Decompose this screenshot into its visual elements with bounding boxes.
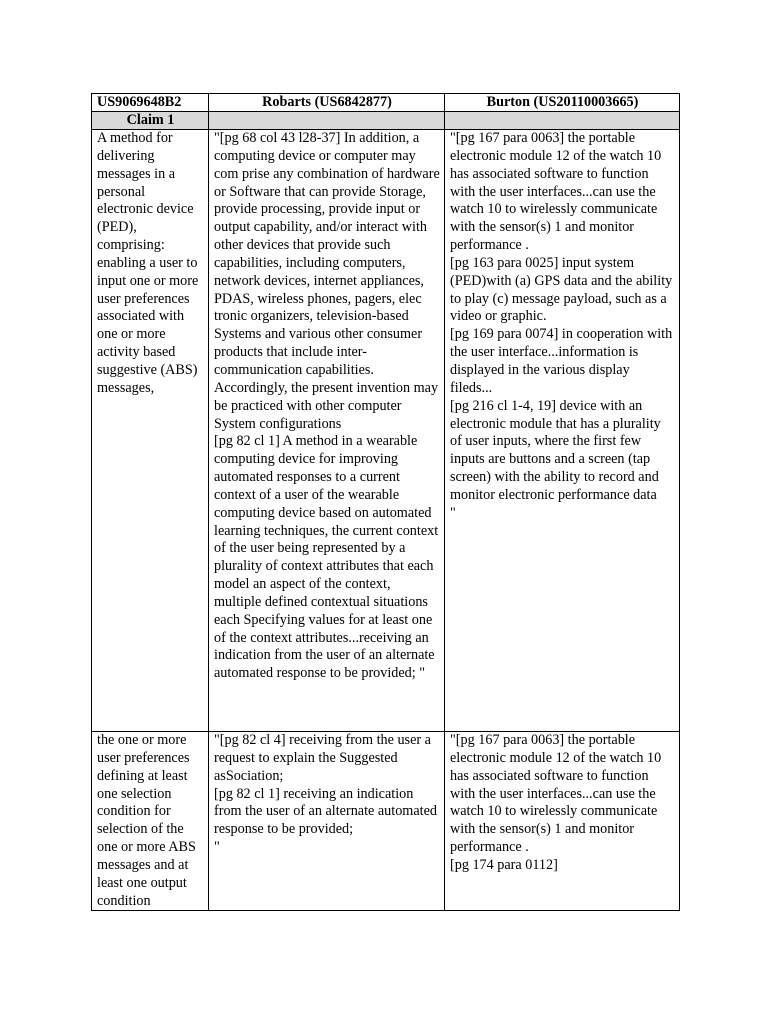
burton-citation-cell — [445, 732, 680, 911]
claim-element-cell: A method for delivering messages in a personal electronic device (PED), comprising: enabling a user to input one or more user preferences associated with one or more activity based suggestive (ABS) messages, — [92, 130, 209, 732]
table-header-row — [92, 94, 680, 112]
citation-paragraph: "[pg 167 para 0063] the portable electronic module 12 of the watch 10 has associated software to function with the user interfaces...can use the watch 10 to wirelessly communicate with the sensor(s) 1 and monitor performance . — [450, 732, 662, 856]
header-burton: Burton (US20110003665) — [445, 94, 680, 112]
burton-citation-cell — [445, 130, 680, 732]
header-patent: US9069648B2 — [92, 94, 209, 112]
citation-paragraph: "[pg 82 cl 4] receiving from the user a request to explain the Suggested asSociation; — [214, 732, 431, 784]
claim-label-spacer — [445, 112, 680, 130]
claim-element-cell: the one or more user preferences defining at least one selection condition for selection of the one or more ABS messages and at least one output condition — [92, 732, 209, 911]
table-row — [92, 732, 680, 911]
citation-paragraph: "[pg 68 col 43 l28-37] In addition, a computing device or computer may com prise any combination of hardware or Software that can provide Storage, provide processing, provide input or output capability, and/or interact with other devices that provide such capabilities, including computers, network devices, internet appliances, PDAS, wireless phones, pagers, elec tronic organizers, television-based Systems and various other consumer products that include inter-communication capabilities. Accordingly, the present invention may be practiced with other computer System configurations — [214, 130, 440, 432]
citation-paragraph: " — [214, 839, 220, 856]
citation-paragraph: [pg 163 para 0025] input system (PED)with (a) GPS data and the ability to play (c) message payload, such as a video or graphic. — [450, 254, 673, 325]
claim-label: Claim 1 — [92, 112, 209, 130]
citation-paragraph: [pg 82 cl 1] A method in a wearable computing device for improving automated responses to a current context of a user of the wearable computing device based on automated learning techniques, the current context of the user being represented by a plurality of context attributes that each model an aspect of the context, multiple defined contextual situations each Specifying values for at least one of the context attributes...receiving an indication from the user of an alternate automated response to be provided; " — [214, 433, 439, 682]
citation-paragraph: "[pg 167 para 0063] the portable electronic module 12 of the watch 10 has associated software to function with the user interfaces...can use the watch 10 to wirelessly communicate with the sensor(s) 1 and monitor performance . — [450, 130, 662, 254]
citation-paragraph: " — [450, 504, 456, 521]
claim-chart-table — [91, 93, 680, 911]
citation-paragraph: [pg 169 para 0074] in cooperation with the user interface...information is displayed in the various display fileds... — [450, 326, 673, 396]
citation-paragraph: [pg 174 para 0112] — [450, 856, 558, 873]
robarts-citation-cell — [209, 130, 445, 732]
claim-label-spacer — [209, 112, 445, 130]
table-row — [92, 130, 680, 732]
robarts-citation-cell — [209, 732, 445, 911]
header-robarts: Robarts (US6842877) — [209, 94, 445, 112]
claim-label-row — [92, 112, 680, 130]
citation-paragraph: [pg 82 cl 1] receiving an indication from the user of an alternate automated response to be provided; — [214, 785, 437, 838]
citation-paragraph: [pg 216 cl 1-4, 19] device with an electronic module that has a plurality of user inputs, where the first few inputs are buttons and a screen (tap screen) with the ability to record and monitor electronic performance data — [450, 397, 661, 503]
